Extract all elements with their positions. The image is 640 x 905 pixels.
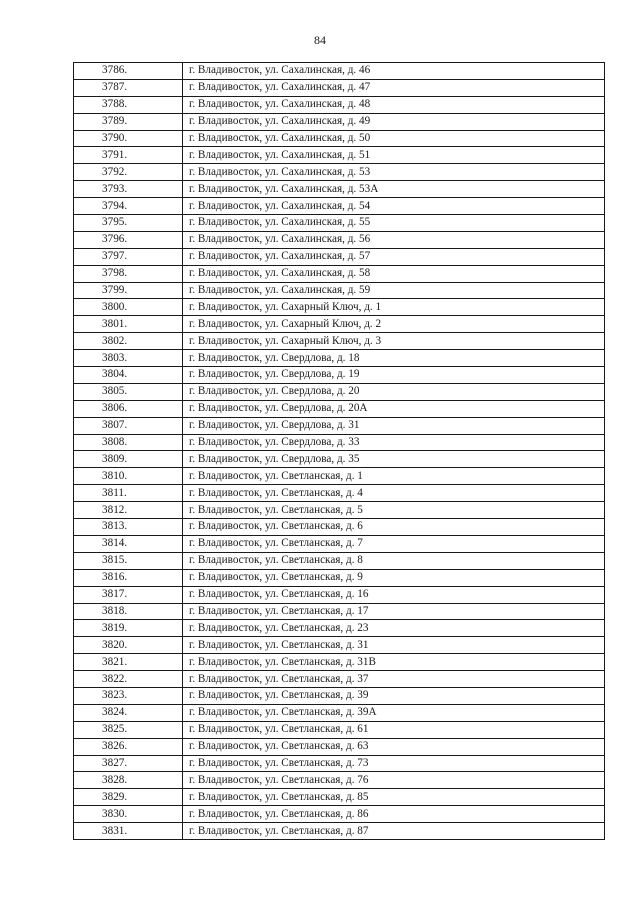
table-row	[74, 806, 605, 823]
row-number: 3829.	[74, 789, 183, 806]
row-address: г. Владивосток, ул. Сахалинская, д. 49	[183, 113, 605, 130]
table-row	[74, 755, 605, 772]
table-row	[74, 823, 605, 840]
row-address: г. Владивосток, ул. Свердлова, д. 19	[183, 367, 605, 384]
row-address: г. Владивосток, ул. Светланская, д. 1	[183, 468, 605, 485]
row-number: 3828.	[74, 772, 183, 789]
table-row	[74, 63, 605, 80]
row-address: г. Владивосток, ул. Светланская, д. 87	[183, 823, 605, 840]
table-row	[74, 417, 605, 434]
row-address: г. Владивосток, ул. Сахалинская, д. 59	[183, 282, 605, 299]
row-address: г. Владивосток, ул. Светланская, д. 86	[183, 806, 605, 823]
row-number: 3825.	[74, 721, 183, 738]
row-number: 3811.	[74, 485, 183, 502]
row-address: г. Владивосток, ул. Свердлова, д. 35	[183, 451, 605, 468]
table-row	[74, 96, 605, 113]
row-address: г. Владивосток, ул. Свердлова, д. 33	[183, 434, 605, 451]
row-number: 3819.	[74, 620, 183, 637]
table-row	[74, 637, 605, 654]
table-row	[74, 316, 605, 333]
row-address: г. Владивосток, ул. Свердлова, д. 20А	[183, 400, 605, 417]
row-address: г. Владивосток, ул. Сахалинская, д. 54	[183, 198, 605, 215]
row-address: г. Владивосток, ул. Сахалинская, д. 53	[183, 164, 605, 181]
table-row	[74, 738, 605, 755]
row-address: г. Владивосток, ул. Свердлова, д. 31	[183, 417, 605, 434]
table-row	[74, 299, 605, 316]
row-address: г. Владивосток, ул. Сахалинская, д. 48	[183, 96, 605, 113]
table-row	[74, 79, 605, 96]
row-number: 3812.	[74, 502, 183, 519]
row-address: г. Владивосток, ул. Сахалинская, д. 55	[183, 215, 605, 232]
table-row	[74, 400, 605, 417]
table-row	[74, 502, 605, 519]
row-address: г. Владивосток, ул. Светланская, д. 63	[183, 738, 605, 755]
row-number: 3796.	[74, 231, 183, 248]
row-address: г. Владивосток, ул. Свердлова, д. 18	[183, 350, 605, 367]
table-row	[74, 704, 605, 721]
row-number: 3809.	[74, 451, 183, 468]
row-address: г. Владивосток, ул. Свердлова, д. 20	[183, 383, 605, 400]
table-row	[74, 383, 605, 400]
row-number: 3813.	[74, 519, 183, 536]
table-row	[74, 451, 605, 468]
table-row	[74, 265, 605, 282]
table-row	[74, 772, 605, 789]
row-number: 3817.	[74, 586, 183, 603]
row-address: г. Владивосток, ул. Светланская, д. 39	[183, 687, 605, 704]
row-address: г. Владивосток, ул. Светланская, д. 8	[183, 552, 605, 569]
table-row	[74, 721, 605, 738]
table-row	[74, 654, 605, 671]
table-row	[74, 282, 605, 299]
row-address: г. Владивосток, ул. Светланская, д. 31В	[183, 654, 605, 671]
row-number: 3789.	[74, 113, 183, 130]
table-row	[74, 569, 605, 586]
page-number: 84	[314, 33, 326, 47]
row-number: 3808.	[74, 434, 183, 451]
row-address: г. Владивосток, ул. Сахалинская, д. 53А	[183, 181, 605, 198]
table-row	[74, 671, 605, 688]
row-number: 3792.	[74, 164, 183, 181]
row-number: 3786.	[74, 63, 183, 80]
table-row	[74, 620, 605, 637]
table-row	[74, 147, 605, 164]
row-number: 3802.	[74, 333, 183, 350]
row-number: 3798.	[74, 265, 183, 282]
row-number: 3824.	[74, 704, 183, 721]
row-address: г. Владивосток, ул. Светланская, д. 39А	[183, 704, 605, 721]
row-number: 3787.	[74, 79, 183, 96]
row-address: г. Владивосток, ул. Сахарный Ключ, д. 2	[183, 316, 605, 333]
row-address: г. Владивосток, ул. Сахалинская, д. 50	[183, 130, 605, 147]
row-address: г. Владивосток, ул. Сахалинская, д. 57	[183, 248, 605, 265]
table-row	[74, 113, 605, 130]
row-number: 3822.	[74, 671, 183, 688]
row-address: г. Владивосток, ул. Светланская, д. 85	[183, 789, 605, 806]
row-number: 3826.	[74, 738, 183, 755]
address-table-body	[74, 63, 605, 840]
row-number: 3794.	[74, 198, 183, 215]
row-address: г. Владивосток, ул. Сахалинская, д. 51	[183, 147, 605, 164]
table-row	[74, 164, 605, 181]
table-row	[74, 535, 605, 552]
table-row	[74, 198, 605, 215]
row-address: г. Владивосток, ул. Сахарный Ключ, д. 1	[183, 299, 605, 316]
row-address: г. Владивосток, ул. Сахалинская, д. 47	[183, 79, 605, 96]
row-address: г. Владивосток, ул. Светланская, д. 7	[183, 535, 605, 552]
table-row	[74, 350, 605, 367]
row-number: 3800.	[74, 299, 183, 316]
row-address: г. Владивосток, ул. Светланская, д. 6	[183, 519, 605, 536]
table-row	[74, 248, 605, 265]
row-number: 3801.	[74, 316, 183, 333]
row-address: г. Владивосток, ул. Сахарный Ключ, д. 3	[183, 333, 605, 350]
table-row	[74, 215, 605, 232]
table-row	[74, 789, 605, 806]
row-number: 3795.	[74, 215, 183, 232]
table-row	[74, 434, 605, 451]
row-address: г. Владивосток, ул. Светланская, д. 9	[183, 569, 605, 586]
table-row	[74, 367, 605, 384]
row-number: 3820.	[74, 637, 183, 654]
row-number: 3818.	[74, 603, 183, 620]
row-number: 3799.	[74, 282, 183, 299]
row-address: г. Владивосток, ул. Светланская, д. 37	[183, 671, 605, 688]
row-number: 3827.	[74, 755, 183, 772]
table-row	[74, 130, 605, 147]
row-address: г. Владивосток, ул. Светланская, д. 4	[183, 485, 605, 502]
row-number: 3831.	[74, 823, 183, 840]
row-number: 3797.	[74, 248, 183, 265]
row-number: 3821.	[74, 654, 183, 671]
table-row	[74, 552, 605, 569]
table-row	[74, 519, 605, 536]
row-number: 3805.	[74, 383, 183, 400]
row-number: 3790.	[74, 130, 183, 147]
table-row	[74, 485, 605, 502]
row-address: г. Владивосток, ул. Светланская, д. 61	[183, 721, 605, 738]
row-address: г. Владивосток, ул. Светланская, д. 23	[183, 620, 605, 637]
row-number: 3793.	[74, 181, 183, 198]
table-row	[74, 603, 605, 620]
row-number: 3830.	[74, 806, 183, 823]
table-row	[74, 586, 605, 603]
table-row	[74, 333, 605, 350]
row-number: 3815.	[74, 552, 183, 569]
row-address: г. Владивосток, ул. Сахалинская, д. 56	[183, 231, 605, 248]
row-address: г. Владивосток, ул. Светланская, д. 5	[183, 502, 605, 519]
row-address: г. Владивосток, ул. Светланская, д. 76	[183, 772, 605, 789]
row-number: 3803.	[74, 350, 183, 367]
row-address: г. Владивосток, ул. Сахалинская, д. 46	[183, 63, 605, 80]
table-row	[74, 687, 605, 704]
row-number: 3807.	[74, 417, 183, 434]
address-table	[73, 62, 605, 840]
row-number: 3806.	[74, 400, 183, 417]
table-row	[74, 468, 605, 485]
row-number: 3791.	[74, 147, 183, 164]
row-number: 3816.	[74, 569, 183, 586]
table-row	[74, 231, 605, 248]
table-row	[74, 181, 605, 198]
row-number: 3823.	[74, 687, 183, 704]
row-address: г. Владивосток, ул. Светланская, д. 17	[183, 603, 605, 620]
row-number: 3804.	[74, 367, 183, 384]
row-address: г. Владивосток, ул. Светланская, д. 73	[183, 755, 605, 772]
row-number: 3810.	[74, 468, 183, 485]
row-number: 3814.	[74, 535, 183, 552]
row-number: 3788.	[74, 96, 183, 113]
row-address: г. Владивосток, ул. Сахалинская, д. 58	[183, 265, 605, 282]
row-address: г. Владивосток, ул. Светланская, д. 16	[183, 586, 605, 603]
row-address: г. Владивосток, ул. Светланская, д. 31	[183, 637, 605, 654]
